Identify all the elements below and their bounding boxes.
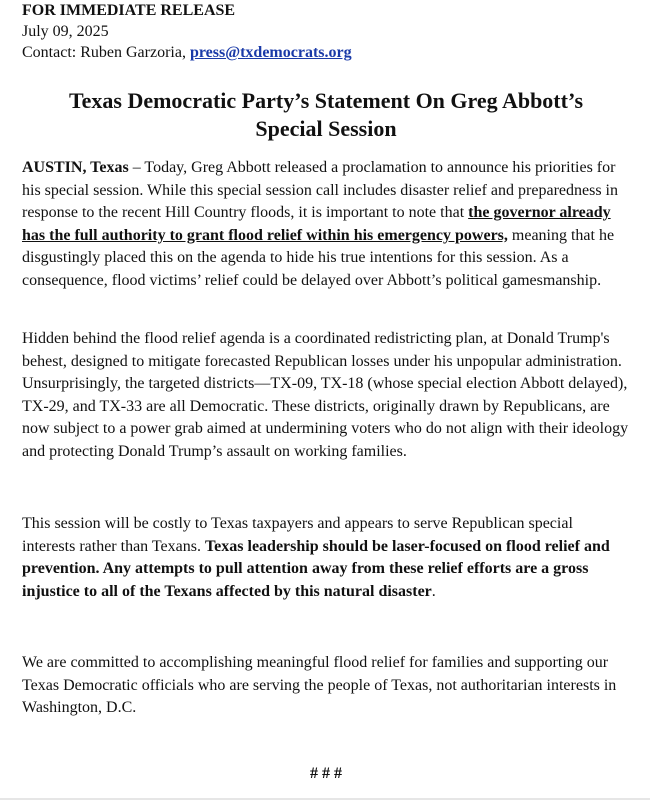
paragraph-1-emphasis: the governor already has the full authority to grant flood relief within his emergency powers,: [22, 204, 611, 244]
paragraph-1-text-a: – Today, Greg Abbott released a proclamation to announce his priorities for his special session. While this special session call includes disaster relief and preparedness in response to the recent Hill Country floods, it is important to note that: [22, 159, 618, 222]
dateline: AUSTIN, Texas: [22, 159, 129, 176]
contact-email-link[interactable]: press@txdemocrats.org: [189, 44, 352, 61]
paragraph-3-text-a: This session will be costly to Texas taxpayers and appears to serve Republican special interests rather than Texans.: [22, 515, 573, 555]
contact-line: [22, 42, 630, 63]
release-date: July 09, 2025: [22, 23, 109, 40]
paragraph-3: [22, 513, 630, 603]
press-release-page: [22, 0, 630, 782]
paragraph-4: We are committed to accomplishing meaningful flood relief for families and supporting our Texas Democratic officials who are serving the people of Texas, not authoritarian interests in Washington, D.C.: [22, 654, 617, 717]
contact-prefix: Contact: Ruben Garzoria,: [22, 44, 190, 61]
release-label: FOR IMMEDIATE RELEASE: [22, 2, 236, 19]
end-mark: # # #: [310, 765, 342, 782]
paragraph-3-text-b: .: [431, 582, 436, 600]
release-header: [22, 0, 630, 63]
headline-line-1: Texas Democratic Party’s Statement On Greg Abbott’s: [68, 88, 584, 113]
paragraph-2: Hidden behind the flood relief agenda is a coordinated redistricting plan, at Donald Trump's behest, designed to mitigate forecasted Republican losses under his unpopular administration. Unsurprisingly, the targeted districts—TX-09, TX-18 (whose special election Abbott delayed), TX-29, and TX-33 are all Democratic. These districts, originally drawn by Republicans, are now subject to a power grab aimed at undermining voters who do not align with their ideology and protecting Donald Trump’s assault on working families.: [22, 330, 629, 460]
headline-line-2: Special Session: [255, 116, 397, 141]
paragraph-1: [22, 157, 630, 293]
paragraph-1-text-b: meaning that he disgustingly placed this on the agenda to hide his true intentions for this session. As a consequence, flood victims’ relief could be delayed over Abbott’s political gamesmanship.: [22, 226, 615, 289]
page-bottom-divider: [0, 798, 650, 800]
paragraph-3-emphasis: Texas leadership should be laser-focused on flood relief and prevention. Any attempts to pull attention away from these relief efforts are a gross injustice to all of the Texans affected by this natural disaster: [22, 537, 610, 600]
page-title: [22, 87, 630, 143]
